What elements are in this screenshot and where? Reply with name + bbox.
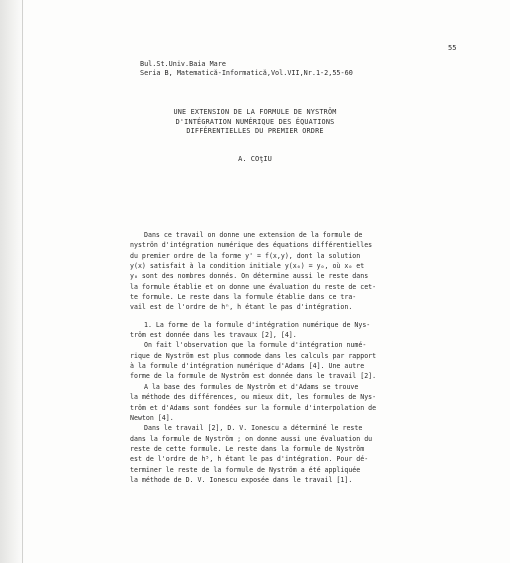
section-line: forme de la formule de Nyström est donnée dans le travail [2]. (130, 372, 377, 381)
abstract-line: nyströn d'intégration numérique des équations différentielles (130, 241, 373, 250)
section-line: rique de Nyström est plus commode dans les calculs par rapport (130, 351, 377, 360)
author-name: A. COţIU (238, 155, 272, 163)
paragraph-gap (130, 313, 430, 320)
section-line: Dans le travail [2], D. V. Ionescu a déterminé le reste (144, 424, 363, 433)
abstract-line: te formule. Le reste dans la formule établie dans ce tra- (130, 293, 357, 302)
section-line: reste de cette formule. Le reste dans la formule de Nyström (130, 444, 365, 453)
paper-title (0, 108, 510, 137)
abstract-line: Dans ce travail on donne une extension de la formule de (144, 231, 363, 239)
journal-header-line1: Bul.St.Univ.Baia Mare (140, 60, 226, 68)
paper-title-line1: UNE EXTENSION DE LA FORMULE DE NYSTRÖM (173, 108, 337, 116)
abstract-line: y₀ sont des nombres donnés. On détermine aussi le reste dans (130, 272, 369, 281)
section-line: On fait l'observation que la formule d'intégration numé- (144, 341, 367, 350)
section-line: A la base des formules de Nyström et d'Adams se trouve (144, 382, 359, 391)
paper-title-line3: DIFFÉRENTIELLES DU PREMIER ORDRE (186, 127, 324, 135)
section-line: est de l'ordre de h⁵, h étant le pas d'intégration. Pour dé- (130, 455, 369, 464)
section-line: tröm et d'Adams sont fondées sur la formule d'interpolation de (130, 403, 377, 412)
section-line: tröm est donnée dans les travaux [2], [4]. (130, 331, 297, 340)
section-line: 1. La forme de la formule d'intégration numérique de Nys- (144, 320, 371, 329)
section-line: la méthode de D. V. Ionescu exposée dans le travail [1]. (130, 475, 353, 484)
abstract-line: du premier ordre de la forme y' = f(x,y), dont la solution (130, 251, 361, 260)
page-number: 55 (448, 44, 457, 52)
binding-edge-line (22, 0, 23, 563)
paper-body (130, 230, 430, 485)
book-spine-shadow (0, 0, 24, 563)
abstract-line: vail est de l'ordre de hⁿ, h étant le pas d'intégration. (130, 303, 353, 312)
journal-header-line2: Seria B, Matematică-Informatică,Vol.VII,Nr.1-2,55-60 (140, 69, 353, 77)
section-line: la méthode des différences, ou mieux dit, les formules de Nys- (130, 393, 377, 402)
paper-title-line2: D'INTÉGRATION NUMÉRIQUE DES ÉQUATIONS (175, 117, 335, 126)
section-line: à la formule d'intégration numérique d'Adams [4]. Une autre (130, 362, 365, 371)
abstract-line: y(x) satisfait à la condition initiale y(x₀) = y₀, où x₀ et (130, 262, 365, 271)
section-line: terminer le reste de la formule de Nyström a été appliquée (130, 465, 361, 474)
section-line: dans la formule de Nyström ; on donne aussi une évaluation du (130, 434, 373, 443)
section-line: Newton [4]. (130, 413, 174, 422)
journal-header (140, 60, 353, 78)
abstract-line: la formule établie et on donne une évaluation du reste de cet- (130, 282, 377, 291)
